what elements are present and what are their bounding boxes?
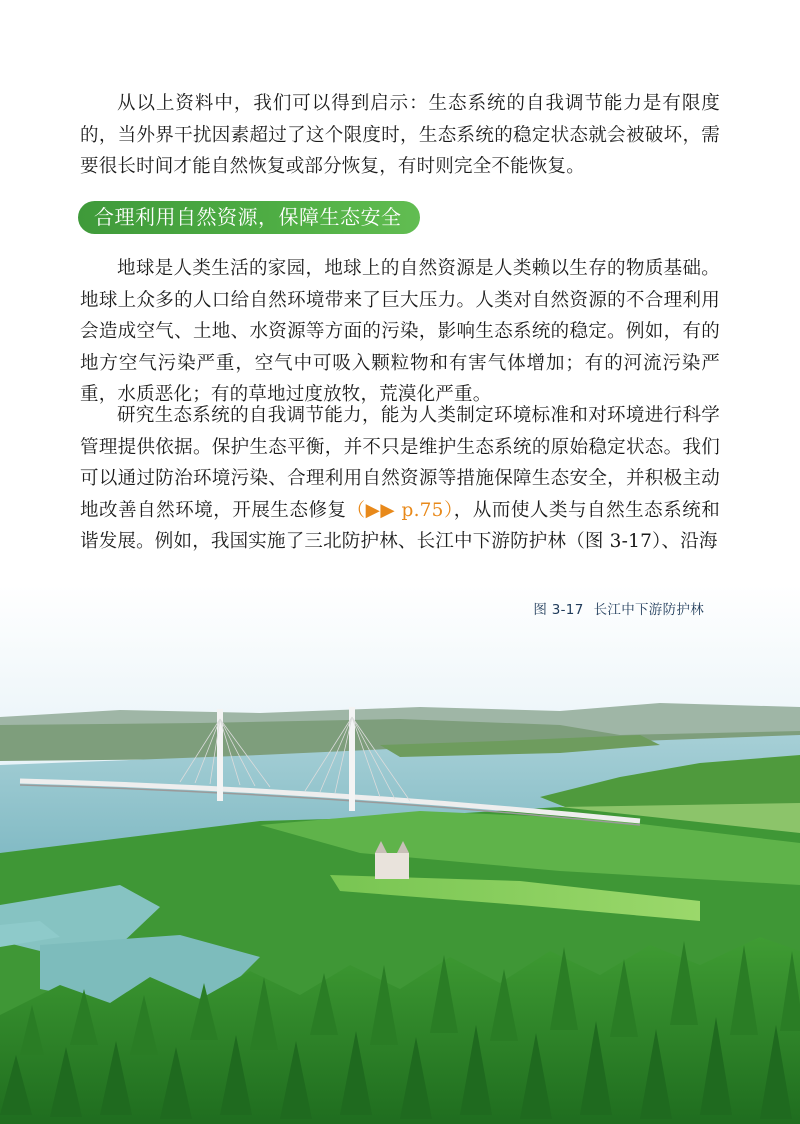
page-reference-link[interactable]: （▶▶ p.75） <box>346 499 454 521</box>
intro-paragraph: 从以上资料中，我们可以得到启示：生态系统的自我调节能力是有限度的，当外界干扰因素超过了这个限度时，生态系统的稳定状态就会被破坏，需要很长时间才能自然恢复或部分恢复，有时则完全不能恢复。 <box>80 93 720 177</box>
paragraph-2-text-a: 研究生态系统的自我调节能力，能为人类制定环境标准和对环境进行科学管理提供依据。保护生态平衡，并不只是维护生态系统的原始稳定状态。我们可以通过防治环境污染、合理利用自然资源等措施保障生态安全，并积极主动地改善自然环境，开展生态修复 <box>80 405 720 521</box>
figure-number: 图 3-17 <box>533 602 584 618</box>
paragraph-2-text-b: ，从而使人类与自然生态系统和谐发展。例如，我国实施了三北防护林、长江中下游防护林（图 3-17）、沿海 <box>80 499 720 552</box>
figure-title: 长江中下游防护林 <box>593 602 704 618</box>
body-paragraph-2 <box>80 400 720 558</box>
section-heading: 合理利用自然资源，保障生态安全 <box>78 201 420 234</box>
yangtze-shelterbelt-photo <box>0 585 800 1124</box>
figure-caption <box>533 598 704 618</box>
body-paragraph-1: 地球是人类生活的家园，地球上的自然资源是人类赖以生存的物质基础。地球上众多的人口给自然环境带来了巨大压力。人类对自然资源的不合理利用会造成空气、土地、水资源等方面的污染，影响生态系统的稳定。例如，有的地方空气污染严重，空气中可吸入颗粒物和有害气体增加；有的河流污染严重，水质恶化；有的草地过度放牧，荒漠化严重。 <box>80 258 720 405</box>
